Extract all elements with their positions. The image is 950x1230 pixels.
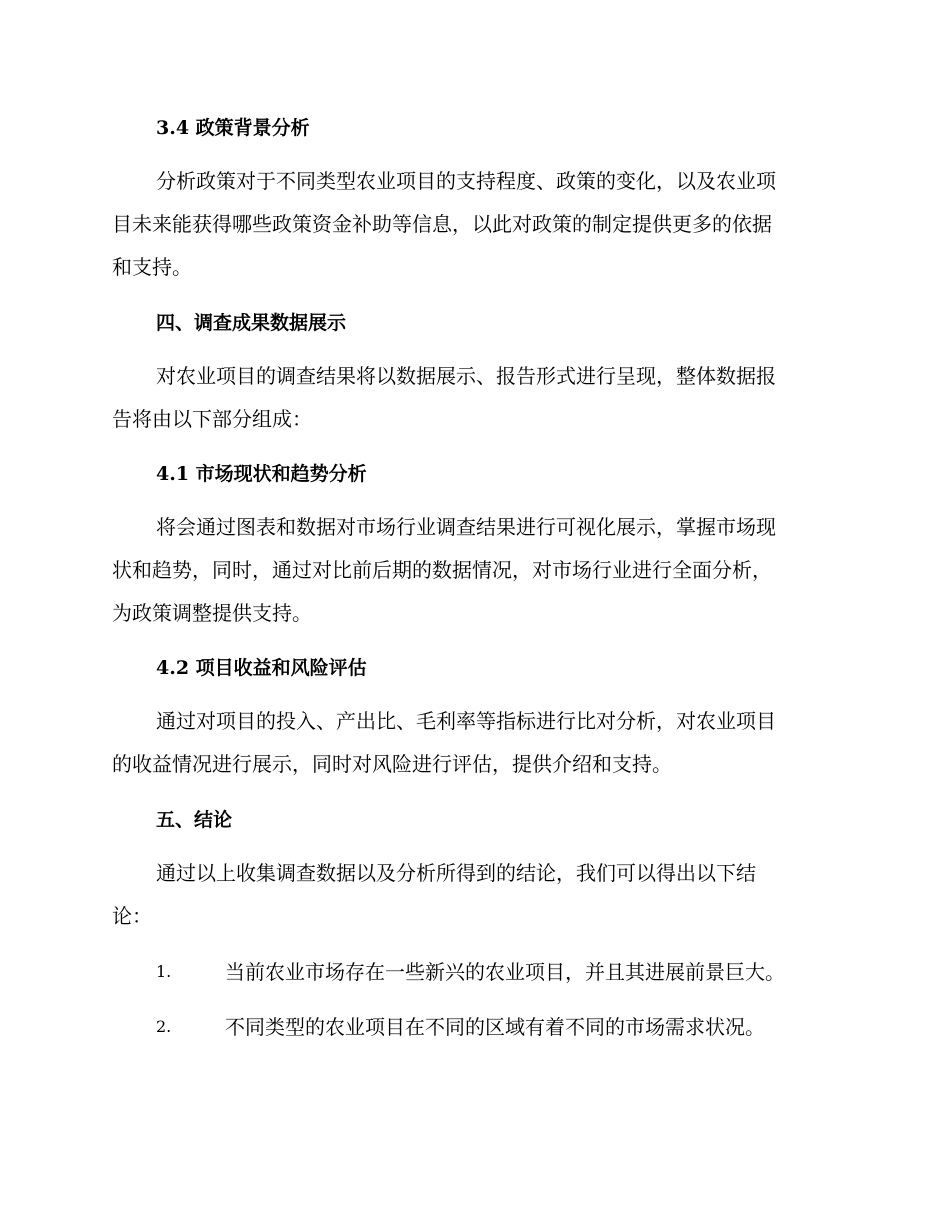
paragraph-line: 状和趋势，同时，通过对比前后期的数据情况，对市场行业进行全面分析， xyxy=(112,558,772,582)
list-text: 不同类型的农业项目在不同的区域有着不同的市场需求状况。 xyxy=(225,1015,765,1039)
paragraph-line: 将会通过图表和数据对市场行业调查结果进行可视化展示，掌握市场现 xyxy=(156,515,776,539)
paragraph-line: 和支持。 xyxy=(112,255,192,279)
section-heading-4: 四、调查成果数据展示 xyxy=(156,312,347,334)
paragraph-line: 告将由以下部分组成： xyxy=(112,407,312,431)
paragraph-line: 为政策调整提供支持。 xyxy=(112,601,312,625)
section-paragraph-3-4 xyxy=(112,160,832,289)
paragraph-line: 目未来能获得哪些政策资金补助等信息，以此对政策的制定提供更多的依据 xyxy=(112,212,772,236)
section-paragraph-4-1 xyxy=(112,506,832,635)
paragraph-line: 通过以上收集调查数据以及分析所得到的结论，我们可以得出以下结 xyxy=(156,861,756,885)
paragraph-line: 论： xyxy=(112,904,152,928)
section-paragraph-4-2 xyxy=(112,700,832,786)
list-text: 当前农业市场存在一些新兴的农业项目，并且其进展前景巨大。 xyxy=(225,960,785,984)
paragraph-line: 分析政策对于不同类型农业项目的支持程度、政策的变化，以及农业项 xyxy=(156,169,776,193)
section-paragraph-4 xyxy=(112,355,832,441)
section-heading-4-2: 4.2 项目收益和风险评估 xyxy=(156,657,367,679)
paragraph-line: 通过对项目的投入、产出比、毛利率等指标进行比对分析，对农业项目 xyxy=(156,709,776,733)
list-number: 2. xyxy=(156,1017,172,1036)
list-number: 1. xyxy=(156,962,172,981)
section-heading-4-1: 4.1 市场现状和趋势分析 xyxy=(156,463,367,485)
paragraph-line: 的收益情况进行展示，同时对风险进行评估，提供介绍和支持。 xyxy=(112,752,672,776)
section-heading-5: 五、结论 xyxy=(156,809,233,831)
section-heading-3-4: 3.4 政策背景分析 xyxy=(156,117,310,139)
paragraph-line: 对农业项目的调查结果将以数据展示、报告形式进行呈现，整体数据报 xyxy=(156,364,776,388)
section-paragraph-5 xyxy=(112,852,832,938)
